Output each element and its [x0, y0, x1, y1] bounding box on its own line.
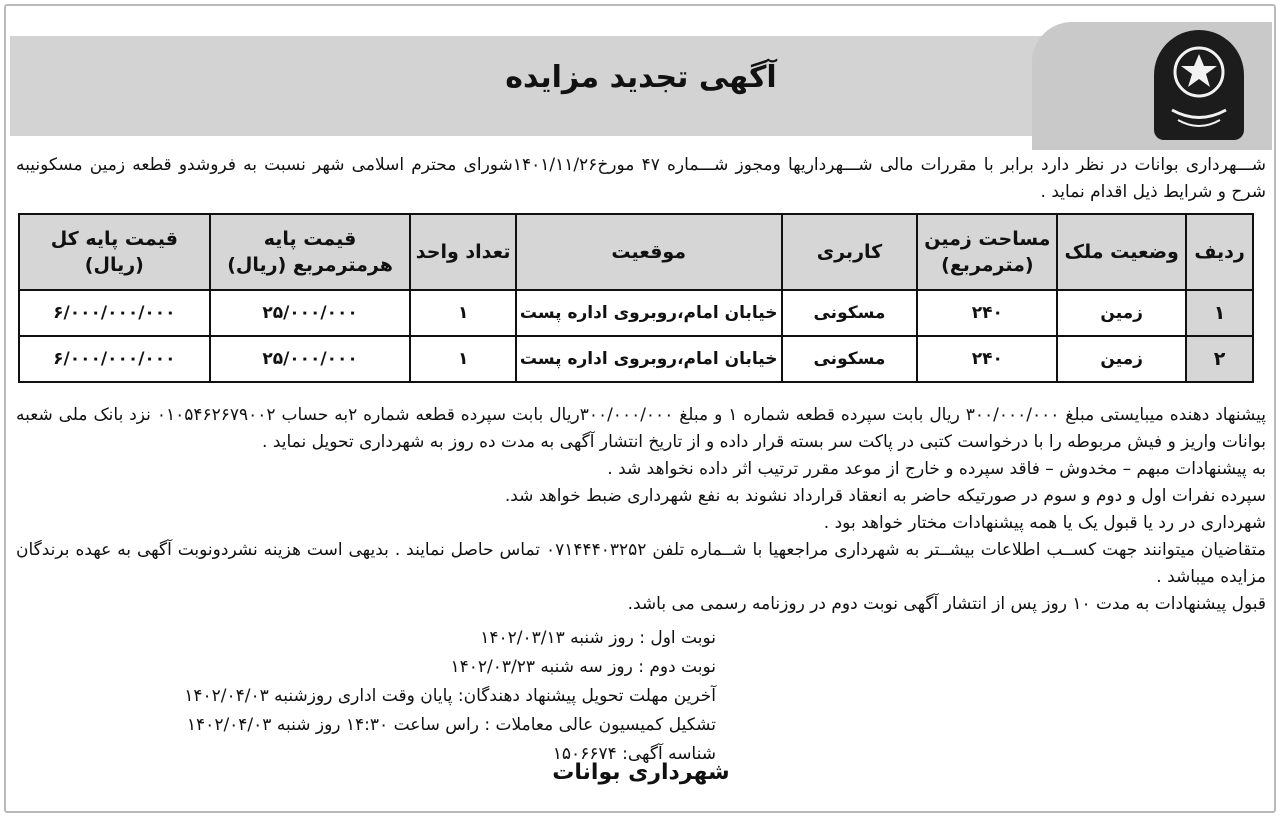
cell-unit-count: ۱ [410, 336, 515, 382]
property-table [18, 213, 1254, 383]
cell-location: خیابان امام،روبروی اداره پست [516, 290, 782, 336]
cell-property-status: زمین [1057, 336, 1186, 382]
commission-meeting: تشکیل کمیسیون عالی معاملات : راس ساعت ۱۴:۳۰ روز شنبه ۱۴۰۲/۰۴/۰۳ [186, 715, 716, 735]
header-unit-price: قیمت پایه هرمترمربع (ریال) [210, 214, 411, 290]
table-row [19, 290, 1253, 336]
acceptance-paragraph: قبول پیشنهادات به مدت ۱۰ روز پس از انتشار آگهی نوبت دوم در روزنامه رسمی می باشد. [627, 594, 1266, 614]
cell-usage: مسکونی [782, 336, 918, 382]
first-publication-date: نوبت اول : روز شنبه ۱۴۰۲/۰۳/۱۳ [480, 628, 716, 648]
schedule-section [16, 624, 716, 769]
cell-land-area: ۲۴۰ [917, 336, 1057, 382]
forfeit-paragraph: سپرده نفرات اول و دوم و سوم در صورتیکه حاضر به انعقاد قرارداد نشوند به نفع شهرداری ضبط خواهد شد. [504, 486, 1266, 506]
discretion-paragraph: شهرداری در رد یا قبول یک یا همه پیشنهادات مختار خواهد بود . [823, 513, 1266, 533]
second-publication-date: نوبت دوم : روز سه شنبه ۱۴۰۲/۰۳/۲۳ [450, 657, 716, 677]
header-usage: کاربری [782, 214, 918, 290]
header-property-status: وضعیت ملک [1057, 214, 1186, 290]
invalid-bids-paragraph: به پیشنهادات مبهم – مخدوش – فاقد سپرده و خارج از موعد مقرر ترتیب اثر داده نخواهد شد . [607, 459, 1266, 479]
cell-row-number: ۱ [1186, 290, 1253, 336]
notice-title: آگهی تجدید مزایده [505, 60, 777, 95]
cell-unit-price: ۲۵/۰۰۰/۰۰۰ [210, 290, 411, 336]
header-total-price: قیمت پایه کل (ریال) [19, 214, 210, 290]
deposit-paragraph: پیشنهاد دهنده میبایستی مبلغ ۳۰۰/۰۰۰/۰۰۰ ریال بابت سپرده قطعه شماره ۱ و مبلغ ۳۰۰/۰۰۰/۰۰۰ریال بابت سپرده قطعه شماره ۲به حساب ۰۱۰۵۴۶۲۶۷۹۰۰۲ نزد بانک ملی شعبه بوانات واریز و فیش مربوطه را با درخواست کتبی در پاکت سر بسته قرار داده و از تاریخ انتشار آگهی به مدت ده روز به شهرداری تحویل نماید . [16, 405, 1266, 452]
intro-paragraph: شـــهرداری بوانات در نظر دارد برابر با مقررات مالی شـــهرداریها ومجوز شـــماره ۴۷ مورخ۱۴۰۱/۱۱/۲۶شورای محترم اسلامی شهر نسبت به فروشدو قطعه زمین مسکونیبه شرح و شرایط ذیل اقدام نماید . [16, 155, 1266, 202]
cell-total-price: ۶/۰۰۰/۰۰۰/۰۰۰ [19, 290, 210, 336]
signature: شهرداری بوانات [552, 760, 730, 785]
cell-usage: مسکونی [782, 290, 918, 336]
submission-deadline: آخرین مهلت تحویل پیشنهاد دهندگان: پایان وقت اداری روزشنبه ۱۴۰۲/۰۴/۰۳ [184, 686, 716, 706]
table-header-row [19, 214, 1253, 290]
conditions-section [16, 402, 1266, 618]
header-row-number: ردیف [1186, 214, 1253, 290]
notice-header [10, 36, 1272, 136]
cell-unit-price: ۲۵/۰۰۰/۰۰۰ [210, 336, 411, 382]
notice-id: شناسه آگهی: ۱۵۰۶۶۷۴ [552, 744, 716, 764]
cell-land-area: ۲۴۰ [917, 290, 1057, 336]
table-row [19, 336, 1253, 382]
municipality-emblem-icon [1154, 30, 1244, 140]
cell-unit-count: ۱ [410, 290, 515, 336]
contact-paragraph: متقاضیان میتوانند جهت کســب اطلاعات بیشــتر به شهرداری مراجعهیا با شــماره تلفن ۰۷۱۴۴۴۰۳۲۵۲ تماس حاصل نمایند . بدیهی است هزینه نشردونوبت آگهی به عهده برندگان مزایده میباشد . [16, 540, 1266, 587]
header-unit-count: تعداد واحد [410, 214, 515, 290]
cell-total-price: ۶/۰۰۰/۰۰۰/۰۰۰ [19, 336, 210, 382]
cell-location: خیابان امام،روبروی اداره پست [516, 336, 782, 382]
logo-panel [1032, 22, 1272, 150]
cell-row-number: ۲ [1186, 336, 1253, 382]
header-location: موقعیت [516, 214, 782, 290]
cell-property-status: زمین [1057, 290, 1186, 336]
header-land-area: مساحت زمین (مترمربع) [917, 214, 1057, 290]
